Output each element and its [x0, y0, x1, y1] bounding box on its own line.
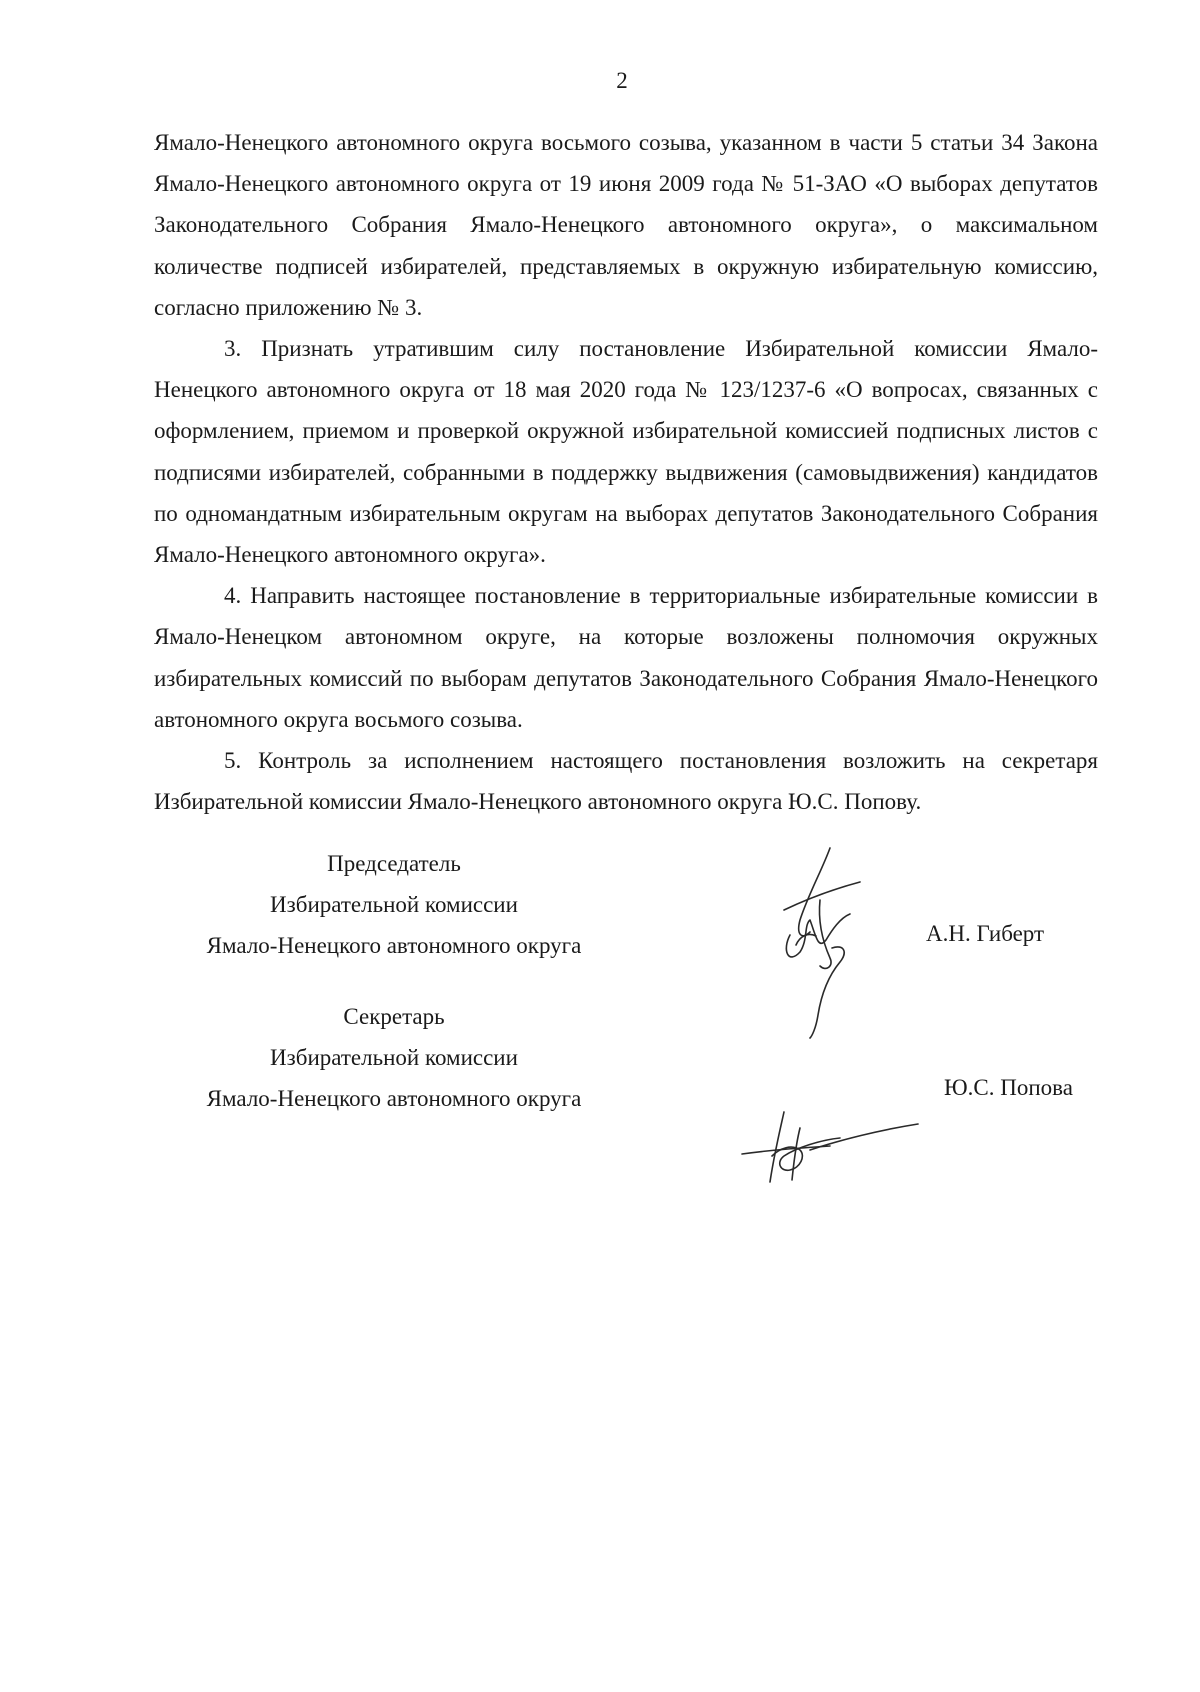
chairman-title [184, 843, 604, 966]
secretary-handwritten-signature [740, 1110, 920, 1190]
chairman-title-line: Избирательной комиссии [270, 892, 518, 917]
secretary-name: Ю.С. Попова [944, 1075, 1073, 1100]
secretary-title-line: Ямало-Ненецкого автономного округа [206, 1086, 582, 1111]
chairman-handwritten-signature [760, 840, 880, 1040]
page-number: 2 [616, 68, 628, 93]
secretary-title-line: Избирательной комиссии [270, 1045, 518, 1070]
chairman-title-line: Ямало-Ненецкого автономного округа [206, 933, 582, 958]
paragraph-item-4: 4. Направить настоящее постановление в территориальные избирательные комиссии в Ямало-Ненецком автономном округе, на которые возложены полномочия окружных избирательных комиссий по выборам депутатов Законодательного Собрания Ямало-Ненецкого автономного округа восьмого созыва. [154, 583, 1098, 732]
document-body [154, 122, 1098, 822]
chairman-title-line: Председатель [327, 851, 461, 876]
paragraph-item-3: 3. Признать утратившим силу постановление Избирательной комиссии Ямало-Ненецкого автономного округа от 18 мая 2020 года № 123/1237-6 «О вопросах, связанных с оформлением, приемом и проверкой окружной избирательной комиссией подписных листов с подписями избирателей, собранными в поддержку выдвижения (самовыдвижения) кандидатов по одномандатным избирательным округам на выборах депутатов Законодательного Собрания Ямало-Ненецкого автономного округа». [154, 336, 1098, 568]
secretary-title [184, 996, 604, 1119]
chairman-signature-block [184, 843, 604, 966]
chairman-name: А.Н. Гиберт [926, 921, 1045, 946]
secretary-title-line: Секретарь [343, 1004, 445, 1029]
secretary-signature-block [184, 996, 604, 1119]
paragraph-continuation: Ямало-Ненецкого автономного округа восьмого созыва, указанном в части 5 статьи 34 Закона Ямало-Ненецкого автономного округа от 19 июня 2009 года № 51-ЗАО «О выборах депутатов Законодательного Собрания Ямало-Ненецкого автономного округа», о максимальном количестве подписей избирателей, представляемых в окружную избирательную комиссию, согласно приложению № 3. [154, 130, 1098, 320]
paragraph-item-5: 5. Контроль за исполнением настоящего постановления возложить на секретаря Избирательной комиссии Ямало-Ненецкого автономного округа Ю.С. Попову. [154, 748, 1098, 815]
